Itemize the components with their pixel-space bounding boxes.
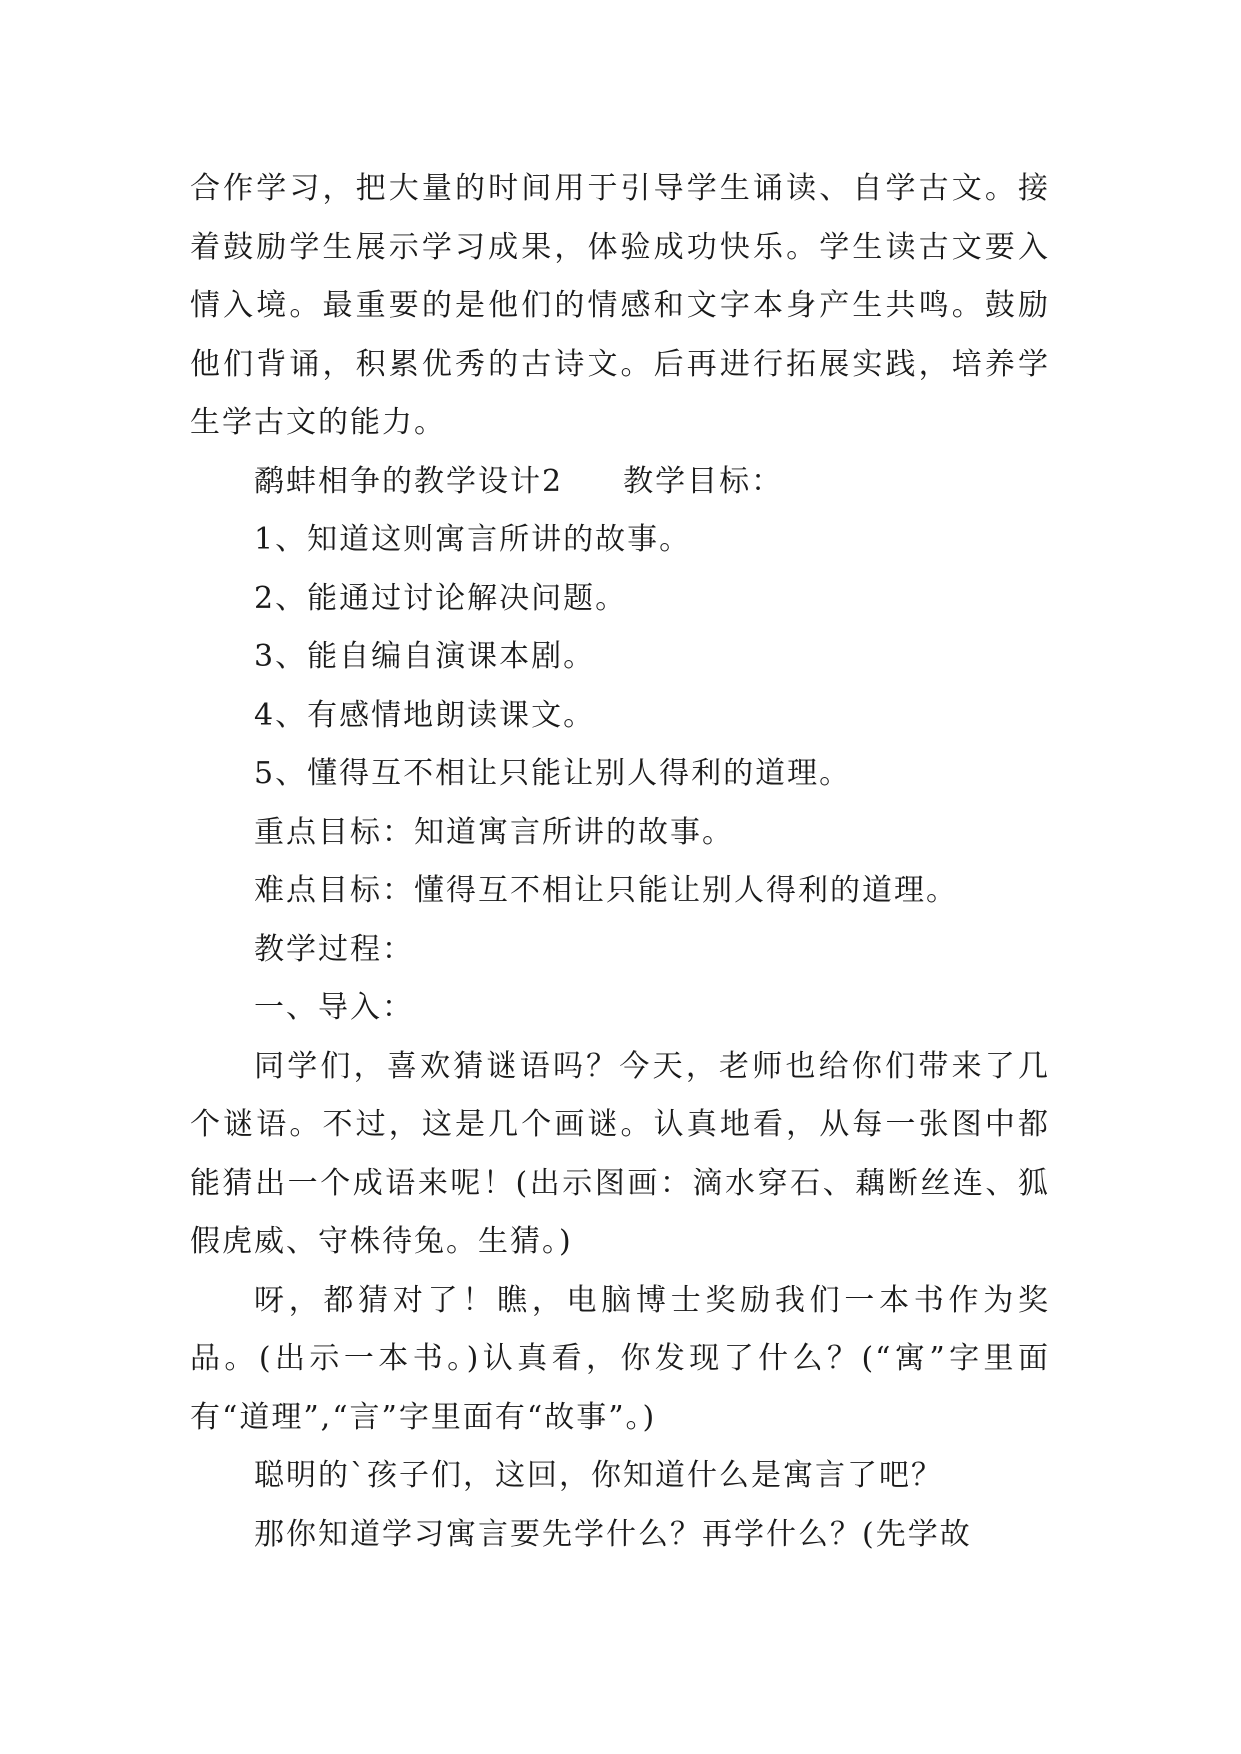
goal-item-1: 1、知道这则寓言所讲的故事。 [254, 522, 692, 557]
paragraph-riddles: 同学们，喜欢猜谜语吗？今天，老师也给你们带来了几个谜语。不过，这是几个画谜。认真地看，从每一张图中都能猜出一个成语来呢！(出示图画：滴水穿石、藕断丝连、狐假虎威、守株待兔。生猜。) [190, 1048, 1050, 1259]
teaching-process-heading: 教学过程： [254, 931, 414, 967]
paragraph-book-reward: 呀，都猜对了！瞧，电脑博士奖励我们一本书作为奖品。(出示一本书。)认真看，你发现了什么？(“寓”字里面有“道理”,“言”字里面有“故事”。) [190, 1282, 1050, 1435]
goal-item-4: 4、有感情地朗读课文。 [254, 697, 596, 733]
intro-heading: 一、导入： [254, 990, 414, 1025]
paragraph-section-title [190, 453, 1050, 512]
paragraph-intro-summary: 合作学习，把大量的时间用于引导学生诵读、自学古文。接着鼓励学生展示学习成果，体验成功快乐。学生读古文要入情入境。最重要的是他们的情感和文字本身产生共鸣。鼓励他们背诵，积累优秀的古诗文。后再进行拓展实践，培养学生学古文的能力。 [190, 171, 1050, 440]
paragraph-what-is-fable: 聪明的`孩子们，这回，你知道什么是寓言了吧？ [254, 1458, 943, 1493]
teaching-goals-heading: 教学目标： [623, 463, 784, 499]
goal-item-3: 3、能自编自演课本剧。 [254, 639, 596, 674]
paragraph-learning-order: 那你知道学习寓言要先学什么？再学什么？(先学故 [254, 1516, 972, 1552]
key-goal: 重点目标：知道寓言所讲的故事。 [254, 814, 734, 850]
section-title: 鹬蚌相争的教学设计2 [254, 463, 564, 499]
difficult-goal: 难点目标：懂得互不相让只能让别人得利的道理。 [254, 873, 958, 908]
goal-item-5: 5、懂得互不相让只能让别人得利的道理。 [254, 756, 852, 791]
document-body [190, 160, 1050, 1564]
goal-item-2: 2、能通过讨论解决问题。 [254, 580, 628, 616]
